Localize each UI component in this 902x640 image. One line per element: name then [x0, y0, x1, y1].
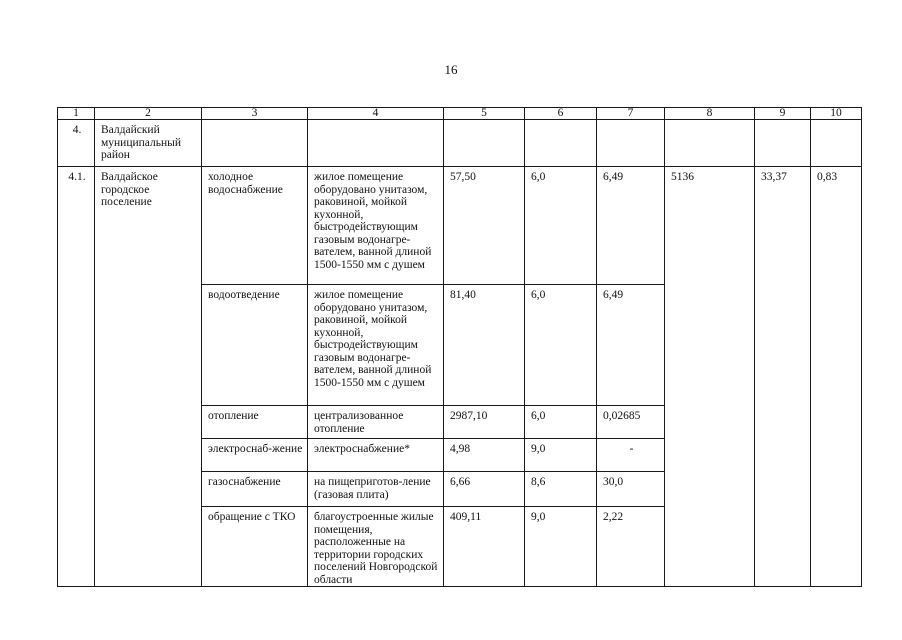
service-col7: 6,49	[597, 167, 665, 285]
empty-cell	[755, 120, 811, 167]
header-cell: 4	[308, 108, 444, 120]
service-description: благоустроенные жилые помещения, расположенные на территории городских поселений Новгородской области	[308, 507, 444, 587]
header-row	[58, 108, 862, 120]
service-col5: 409,11	[444, 507, 525, 587]
header-cell: 6	[525, 108, 597, 120]
service-description: жилое помещение оборудовано унитазом, раковиной, мойкой кухонной, быстродействующим газовым водонагре-вателем, ванной длиной 1500-1550 мм с душем	[308, 285, 444, 406]
service-col6: 8,6	[525, 472, 597, 507]
service-name: электроснаб-жение	[202, 439, 308, 472]
service-col6: 9,0	[525, 507, 597, 587]
service-name: водоотведение	[202, 285, 308, 406]
service-col6: 6,0	[525, 285, 597, 406]
service-row	[58, 167, 862, 285]
service-col5: 4,98	[444, 439, 525, 472]
empty-cell	[525, 120, 597, 167]
empty-cell	[308, 120, 444, 167]
service-description: централизованное отопление	[308, 406, 444, 439]
header-cell: 1	[58, 108, 95, 120]
service-col6: 6,0	[525, 406, 597, 439]
empty-cell	[811, 120, 862, 167]
settlement-col9: 33,37	[755, 167, 811, 587]
page-number: 16	[444, 62, 458, 77]
service-col7: 0,02685	[597, 406, 665, 439]
empty-cell	[444, 120, 525, 167]
empty-cell	[665, 120, 755, 167]
service-name: обращение с ТКО	[202, 507, 308, 587]
settlement-col8: 5136	[665, 167, 755, 587]
service-name: газоснабжение	[202, 472, 308, 507]
header-cell: 2	[95, 108, 202, 120]
service-name: отопление	[202, 406, 308, 439]
header-cell: 5	[444, 108, 525, 120]
service-col6: 9,0	[525, 439, 597, 472]
norms-table	[57, 107, 862, 587]
service-col5: 57,50	[444, 167, 525, 285]
service-description: на пищеприготов-ление (газовая плита)	[308, 472, 444, 507]
service-col7: 30,0	[597, 472, 665, 507]
service-col5: 6,66	[444, 472, 525, 507]
service-col6: 6,0	[525, 167, 597, 285]
settlement-number: 4.1.	[58, 167, 95, 587]
service-name: холодное водоснабжение	[202, 167, 308, 285]
service-description: жилое помещение оборудовано унитазом, раковиной, мойкой кухонной, быстродействующим газовым водонагре-вателем, ванной длиной 1500-1550 мм с душем	[308, 167, 444, 285]
service-col7: 2,22	[597, 507, 665, 587]
empty-cell	[597, 120, 665, 167]
region-number: 4.	[58, 120, 95, 167]
service-description: электроснабжение*	[308, 439, 444, 472]
empty-cell	[202, 120, 308, 167]
service-col7: -	[597, 439, 665, 472]
service-col7: 6,49	[597, 285, 665, 406]
service-col5: 2987,10	[444, 406, 525, 439]
service-col5: 81,40	[444, 285, 525, 406]
header-cell: 9	[755, 108, 811, 120]
settlement-col10: 0,83	[811, 167, 862, 587]
region-name: Валдайский муниципальный район	[95, 120, 202, 167]
header-cell: 10	[811, 108, 862, 120]
header-cell: 7	[597, 108, 665, 120]
settlement-name: Валдайское городское поселение	[95, 167, 202, 587]
header-cell: 3	[202, 108, 308, 120]
header-cell: 8	[665, 108, 755, 120]
region-row	[58, 120, 862, 167]
